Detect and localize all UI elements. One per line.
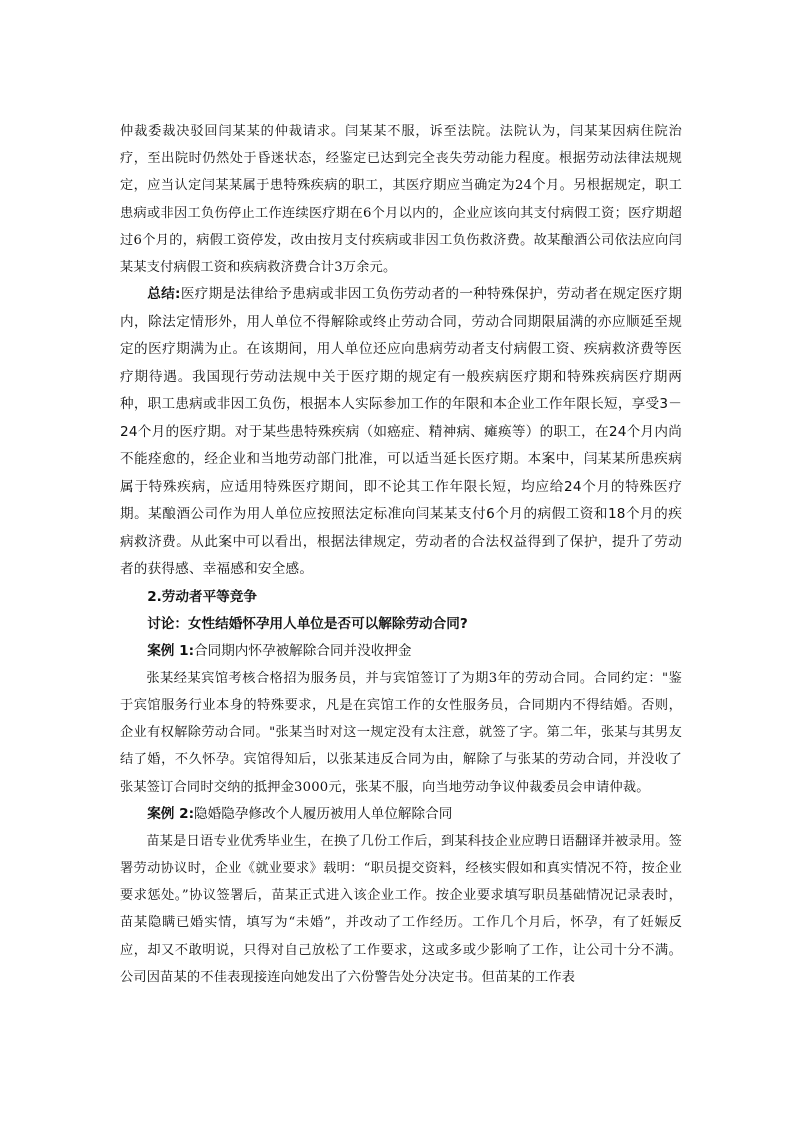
case-1-label: 案例 1: xyxy=(147,642,195,659)
summary-text: 医疗期是法律给予患病或非因工负伤劳动者的一种特殊保护，劳动者在规定医疗期内，除法定情形外，用人单位不得解除或终止劳动合同，劳动合同期限届满的亦应顺延至规定的医疗期满为止。在该期间，用人单位还应向患病劳动者支付病假工资、疾病救济费等医疗期待遇。我国现行劳动法规中关于医疗期的规定有一般疾病医疗期和特殊疾病医疗期两种，职工患病或非因工负伤，根据本人实际参加工作的年限和本企业工作年限长短，享受3－24个月的医疗期。对于某些患特殊疾病（如癌症、精神病、瘫痪等）的职工，在24个月内尚不能痊愈的，经企业和当地劳动部门批准，可以适当延长医疗期。本案中，闫某某所患疾病属于特殊疾病，应适用特殊医疗期间，即不论其工作年限长短，均应给24个月的特殊医疗期。某酿酒公司作为用人单位应按照法定标准向闫某某支付6个月的病假工资和18个月的疾病救济费。从此案中可以看出，根据法律规定，劳动者的合法权益得到了保护，提升了劳动者的获得感、幸福感和安全感。 xyxy=(120,286,682,578)
case-2-label: 案例 2: xyxy=(147,805,195,822)
discussion-question: 讨论：女性结婚怀孕用人单位是否可以解除劳动合同? xyxy=(147,615,468,632)
case-1-title: 合同期内怀孕被解除合同并没收押金 xyxy=(194,642,412,659)
summary-label: 总结: xyxy=(147,286,181,303)
case-1-heading xyxy=(120,638,682,665)
paragraph-summary xyxy=(120,281,682,584)
case-2-heading xyxy=(120,801,682,828)
paragraph-case-ruling: 仲裁委裁决驳回闫某某的仲裁请求。闫某某不服，诉至法院。法院认为，闫某某因病住院治疗，至出院时仍然处于昏迷状态，经鉴定已达到完全丧失劳动能力程度。根据劳动法律法规规定，应当认定闫某某属于患特殊疾病的职工，其医疗期应当确定为24个月。另根据规定，职工患病或非因工负伤停止工作连续医疗期在6个月以内的，企业应该向其支付病假工资；医疗期超过6个月的，病假工资停发，改由按月支付疾病或非因工负伤救济费。故某酿酒公司依法应向闫某某支付病假工资和疾病救济费合计3万余元。 xyxy=(120,124,682,276)
document-body xyxy=(120,118,682,991)
case-2-body: 苗某是日语专业优秀毕业生，在换了几份工作后，到某科技企业应聘日语翻译并被录用。签署劳动协议时，企业《就业要求》载明：“职员提交资料，经核实假如和真实情况不符，按企业要求惩处。”协议签署后，苗某正式进入该企业工作。按企业要求填写职员基础情况记录表时，苗某隐瞒已婚实情，填写为“未婚”，并改动了工作经历。工作几个月后，怀孕，有了妊娠反应，却又不敢明说，只得对自己放松了工作要求，这或多或少影响了工作，让公司十分不满。公司因苗某的不佳表现接连向她发出了六份警告处分决定书。但苗某的工作表 xyxy=(120,833,682,985)
case-1-body: 张某经某宾馆考核合格招为服务员，并与宾馆签订了为期3年的劳动合同。合同约定："鉴于宾馆服务行业本身的特殊要求，凡是在宾馆工作的女性服务员，合同期内不得结婚。否则，企业有权解除劳动合同。"张某当时对这一规定没有太注意，就签了字。第二年，张某与其男友结了婚，不久怀孕。宾馆得知后，以张某违反合同为由，解除了与张某的劳动合同，并没收了张某签订合同时交纳的抵押金3000元，张某不服，向当地劳动争议仲裁委员会申请仲裁。 xyxy=(120,670,682,795)
case-2-title: 隐婚隐孕修改个人履历被用人单位解除合同 xyxy=(194,805,453,822)
section-heading: 2.劳动者平等竞争 xyxy=(147,588,257,605)
